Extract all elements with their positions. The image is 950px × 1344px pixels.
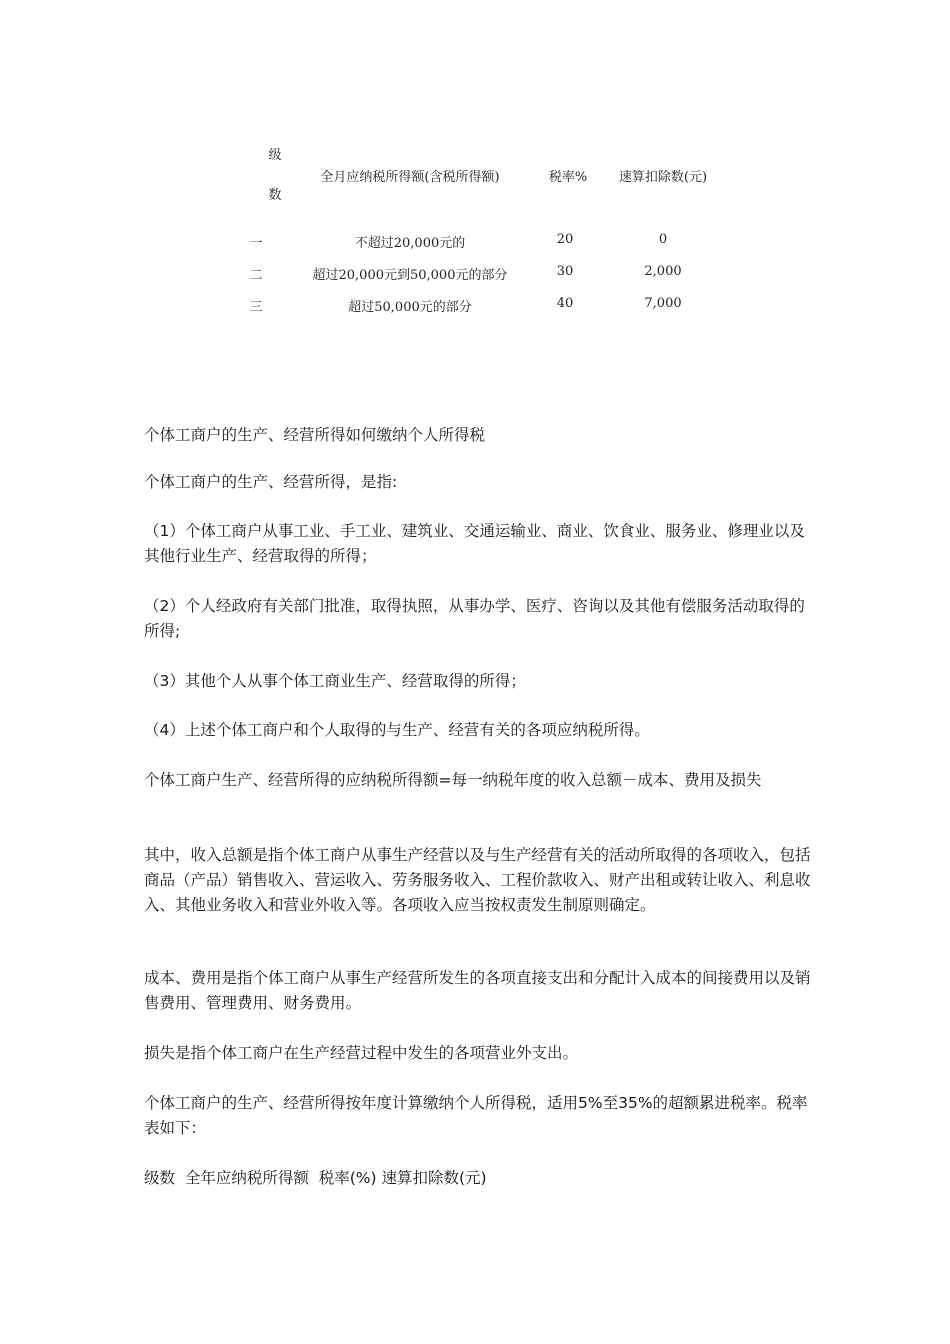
definition-item-3: （3）其他个人从事个体工商业生产、经营取得的所得； — [144, 672, 526, 690]
header-level-top: 级 — [268, 148, 282, 163]
definition-item-2: （2）个人经政府有关部门批准，取得执照，从事办学、医疗、咨询以及其他有偿服务活动取得的所得; — [144, 597, 805, 640]
row-3-income: 超过50,000元的部分 — [348, 300, 472, 315]
row-2-deduction: 2,000 — [644, 264, 682, 279]
definition-item-1: （1）个体工商户从事工业、手工业、建筑业、交通运输业、商业、饮食业、服务业、修理业以及其他行业生产、经营取得的所得； — [144, 522, 805, 565]
row-2-rate: 30 — [556, 264, 574, 279]
definition-item-4: （4）上述个体工商户和个人取得的与生产、经营有关的各项应纳税所得。 — [144, 721, 650, 739]
row-2-level: 二 — [249, 268, 263, 283]
annual-tax-table-header: 级数 全年应纳税所得额 税率(%) 速算扣除数(元) — [144, 1169, 487, 1187]
cost-expense-definition: 成本、费用是指个体工商户从事生产经营所发生的各项直接支出和分配计入成本的间接费用以及销售费用、管理费用、财务费用。 — [144, 969, 811, 1012]
row-3-rate: 40 — [556, 296, 574, 311]
section-heading: 个体工商户的生产、经营所得如何缴纳个人所得税 — [144, 426, 486, 444]
row-3-deduction: 7,000 — [644, 296, 682, 311]
row-3-level: 三 — [249, 300, 263, 315]
row-2-income: 超过20,000元到50,000元的部分 — [312, 268, 508, 283]
taxable-income-formula: 个体工商户生产、经营所得的应纳税所得额=每一纳税年度的收入总额－成本、费用及损失 — [144, 771, 762, 789]
row-1-income: 不超过20,000元的 — [354, 236, 466, 251]
loss-definition: 损失是指个体工商户在生产经营过程中发生的各项营业外支出。 — [144, 1044, 579, 1062]
header-rate: 税率% — [548, 170, 588, 185]
annual-tax-rate-intro: 个体工商户的生产、经营所得按年度计算缴纳个人所得税，适用5%至35%的超额累进税率。税率表如下： — [144, 1094, 808, 1137]
total-income-definition: 其中，收入总额是指个体工商户从事生产经营以及与生产经营有关的活动所取得的各项收入，包括商品（产品）销售收入、营运收入、劳务服务收入、工程价款收入、财产出租或转让收入、利息收入、其他业务收入和营业外收入等。各项收入应当按权责发生制原则确定。 — [144, 846, 811, 914]
row-1-rate: 20 — [556, 232, 574, 247]
row-1-deduction: 0 — [658, 232, 668, 247]
row-1-level: 一 — [249, 236, 263, 251]
header-level-bottom: 数 — [268, 188, 282, 203]
header-level — [262, 146, 288, 206]
header-deduction: 速算扣除数(元) — [618, 170, 708, 185]
definition-intro: 个体工商户的生产、经营所得，是指: — [144, 473, 398, 491]
header-income: 全月应纳税所得额(含税所得额) — [320, 170, 500, 185]
